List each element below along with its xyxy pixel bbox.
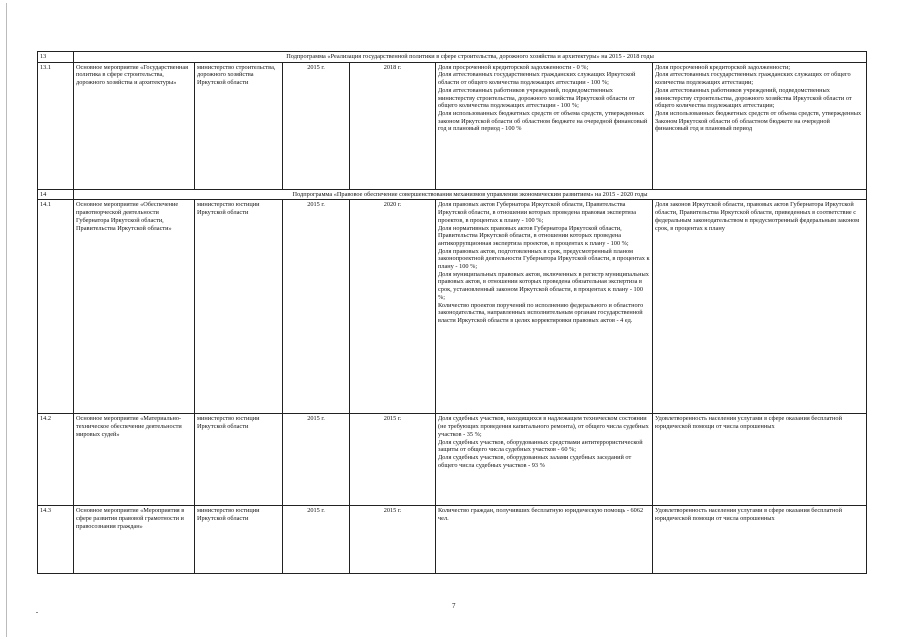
start-year-cell: 2015 г. [283,200,350,414]
indicator-line: Доля судебных участков, находящихся в надлежащем техническом состоянии (не требующих проведения капитального ремонта), от общего числа судебных участков - 35 %; [438,415,651,438]
indicator-line: Количество граждан, получивших бесплатную юридическую помощь - 6062 чел. [438,507,645,523]
measure-cell: Основное мероприятие «Государственная политика в сфере строительства, дорожного хозяйства и архитектуры» [74,62,195,189]
row-number: 13.1 [38,62,74,189]
links-cell [653,414,867,506]
indicators-cell [436,506,653,574]
indicator-line: Доля правовых актов, подготовленных в срок, предусмотренный планом законопроектной деятельности Губернатора Иркутской области, в процентах к плану - 100 %; [438,247,652,271]
links-cell [653,506,867,574]
indicator-line: Доля аттестованных государственных гражданских служащих Иркутской области от общего количества подлежащих аттестации - 100 %; [438,71,637,87]
indicator-line: Доля аттестованных работников учреждений, подведомственных министерству строительства, дорожного хозяйства Иркутской области от общего количества подлежащих аттестации - 100 %; [438,86,637,110]
scan-speck [36,612,38,613]
indicator-line: Доля правовых актов Губернатора Иркутской области, Правительства Иркутской области, в отношении которых проведена правовая экспертиза проектов, в процентах к плану - 100 %; [438,201,638,224]
table-row [38,62,867,189]
end-year-cell: 2018 г. [350,62,436,189]
indicators-cell [436,62,653,189]
link-line: Доля аттестованных работников учреждений, подведомственных министерству строительства, дорожного хозяйства Иркутской области от общего количества подлежащих аттестации; [655,86,854,110]
indicator-line: Доля судебных участков, оборудованных средствами антитеррористической защиты от общего числа судебных участков - 60 %; [438,438,645,454]
link-line: Доля просроченной кредиторской задолженности; [655,63,791,71]
indicator-line: Доля нормативных правовых актов Губернатора Иркутской области, Правительства Иркутской области, в отношении которых проведена антикоррупционная экспертиза проектов, в процентах к плану - 100 %; [438,224,629,247]
start-year-cell: 2015 г. [283,62,350,189]
table-row [38,200,867,414]
executor-cell: министерство строительства, дорожного хозяйства Иркутской области [195,62,283,189]
executor-cell: министерство юстиции Иркутской области [195,506,283,574]
link-line: Доля законов Иркутской области, правовых актов Губернатора Иркутской области, Правительства Иркутской области, приведенных в соответствие с федеральным законодательством в предусмотренный федеральным законом срок, в процентах к плану [655,201,861,232]
end-year-cell: 2015 г. [350,414,436,506]
measure-cell: Основное мероприятие «Мероприятия в сфере развития правовой грамотности и правосознания граждан» [74,506,195,574]
section-row [38,189,867,200]
section-number: 14 [38,189,74,200]
link-line: Удовлетворенность населения услугами в сфере оказания бесплатной юридической помощи от числа опрошенных [655,415,844,431]
row-number: 14.1 [38,200,74,414]
indicator-line: Доля судебных участков, оборудованных залами судебных заседаний от общего числа судебных участков - 93 % [438,453,633,469]
section-title: Подпрограмма «Реализация государственной политики в сфере строительства, дорожного хозяйства и архитектуры» на 2015 - 2018 годы [74,52,867,63]
table-row [38,506,867,574]
section-title: Подпрограмма «Правовое обеспечение совершенствования механизмов управления экономическим развитием» на 2015 - 2020 годы [74,189,867,200]
end-year-cell: 2020 г. [350,200,436,414]
indicator-line: Доля использованных бюджетных средств от объема средств, утвержденных законом Иркутской области об областном бюджете на очередной финансовый год и плановый период - 100 % [438,109,649,133]
link-line: Удовлетворенность населения услугами в сфере оказания бесплатной юридической помощи от числа опрошенных [655,507,844,523]
end-year-cell: 2015 г. [350,506,436,574]
indicator-line: Доля муниципальных правовых актов, включенных в регистр муниципальных правовых актов, в отношении которых проведена обязательная экспертиза в срок, установленный законом Иркутской области, в процентах к плану - 100 %; [438,270,651,301]
link-line: Доля аттестованных государственных гражданских служащих от общего количества подлежащих аттестации; [655,71,853,87]
links-cell [653,62,867,189]
row-number: 14.3 [38,506,74,574]
link-line: Доля использованных бюджетных средств от объема средств, утвержденных Законом Иркутской области об областном бюджете на очередной финансовый год и плановый период [655,109,863,133]
executor-cell: министерство юстиции Иркутской области [195,414,283,506]
section-row [38,52,867,63]
measure-cell: Основное мероприятие «Материально-техническое обеспечение деятельности мировых судей» [74,414,195,506]
indicator-line: Доля просроченной кредиторской задолженности - 0 %; [438,63,589,71]
row-number: 14.2 [38,414,74,506]
page-number: 7 [452,602,456,610]
table-row [38,414,867,506]
links-cell [653,200,867,414]
program-table [37,51,867,574]
start-year-cell: 2015 г. [283,506,350,574]
indicator-line: Количество проектов поручений по исполнению федерального и областного законодательства, направленных исполнительным органам государственной власти Иркутской области в целях корректировки правовых актов - 4 ед. [438,301,645,324]
section-number: 13 [38,52,74,63]
executor-cell: министерство юстиции Иркутской области [195,200,283,414]
start-year-cell: 2015 г. [283,414,350,506]
measure-cell: Основное мероприятие «Обеспечение правотворческой деятельности Губернатора Иркутской области, Правительства Иркутской области» [74,200,195,414]
indicators-cell [436,414,653,506]
indicators-cell [436,200,653,414]
